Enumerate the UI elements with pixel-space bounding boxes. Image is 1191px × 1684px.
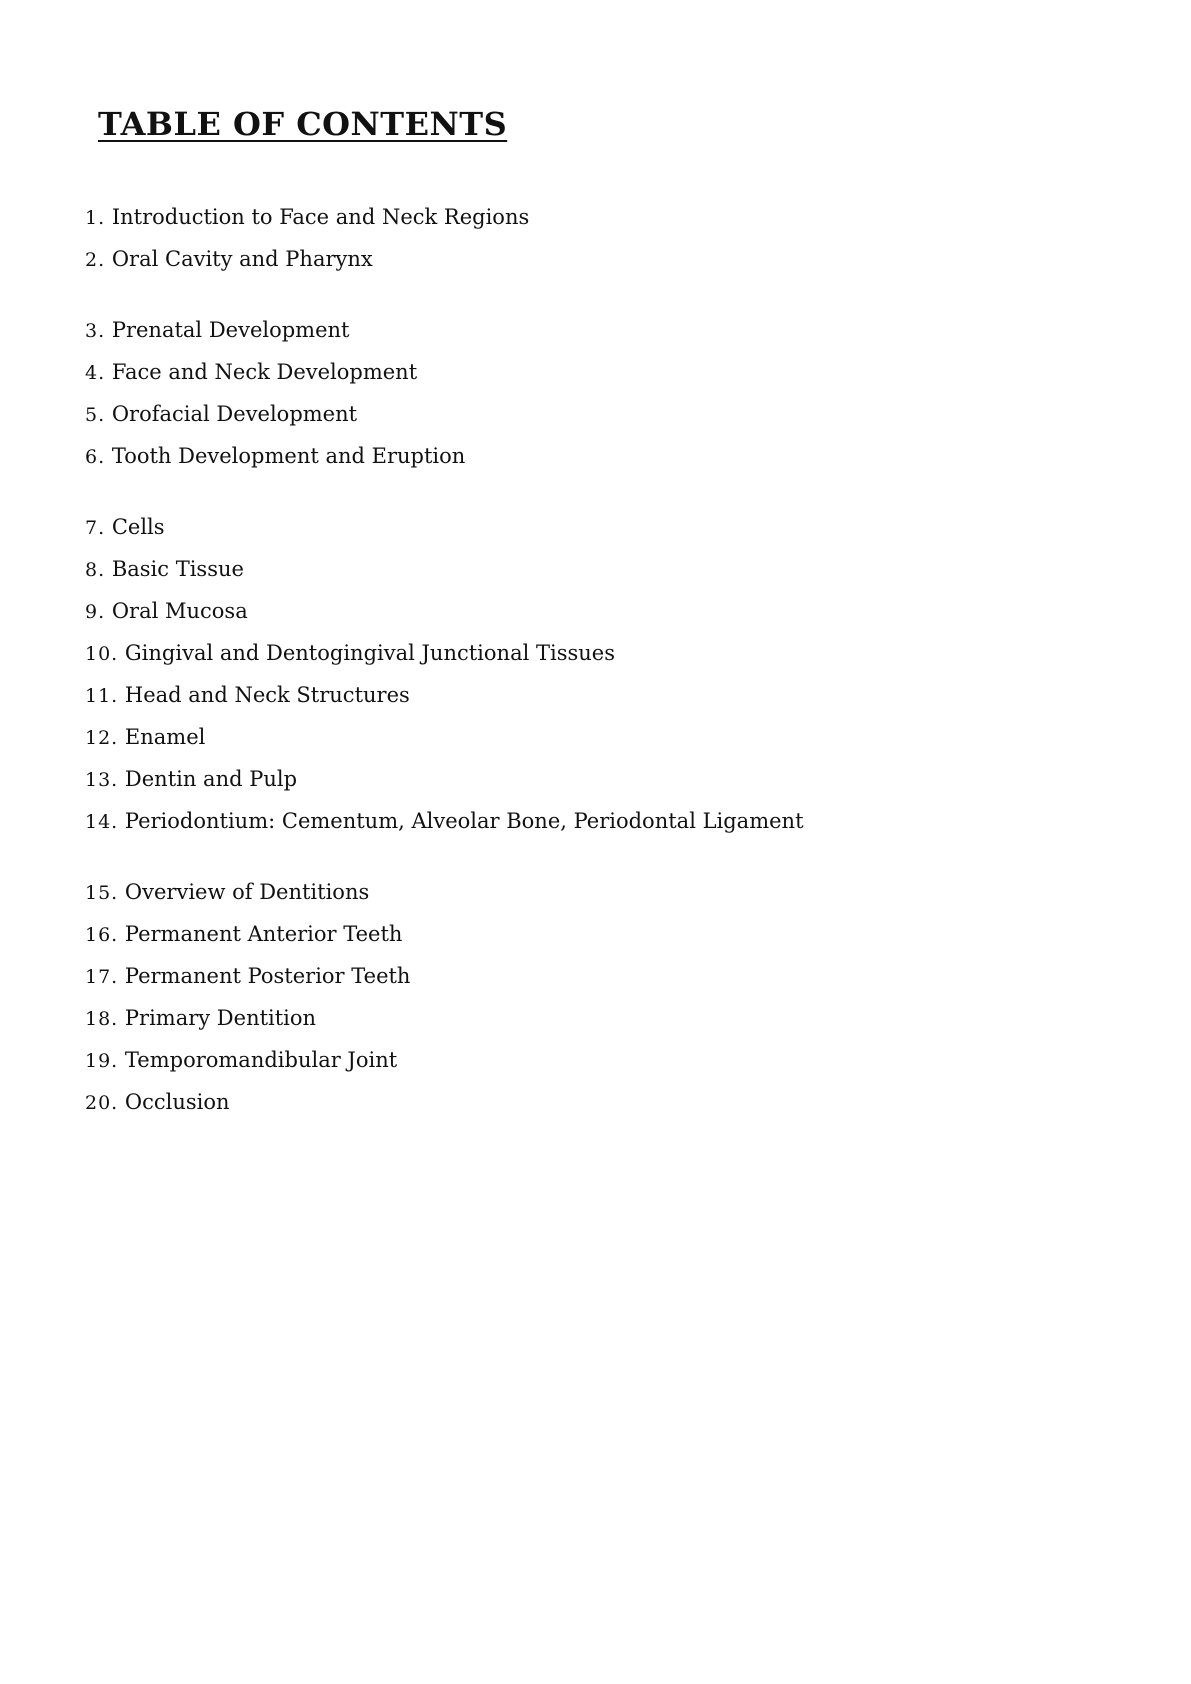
toc-entry-text: Enamel bbox=[124, 725, 206, 749]
toc-entry-number: 19. bbox=[85, 1050, 119, 1072]
toc-entry bbox=[85, 955, 804, 997]
toc-entry-text: Head and Neck Structures bbox=[124, 683, 410, 707]
page-title: TABLE OF CONTENTS bbox=[98, 105, 508, 143]
toc-entry-text: Dentin and Pulp bbox=[124, 767, 298, 791]
toc-entry bbox=[85, 309, 804, 351]
toc-entry-text: Temporomandibular Joint bbox=[124, 1048, 398, 1072]
toc-entry bbox=[85, 871, 804, 913]
toc-entry bbox=[85, 393, 804, 435]
toc-entry-number: 7. bbox=[85, 517, 106, 539]
toc-entry bbox=[85, 506, 804, 548]
toc-entry-text: Oral Mucosa bbox=[111, 599, 248, 623]
toc-entry bbox=[85, 590, 804, 632]
toc-entry-text: Periodontium: Cementum, Alveolar Bone, Periodontal Ligament bbox=[124, 809, 804, 833]
toc-entry bbox=[85, 238, 804, 280]
toc-entry-number: 17. bbox=[85, 966, 119, 988]
toc-entry-number: 8. bbox=[85, 559, 106, 581]
toc-entry bbox=[85, 800, 804, 842]
toc-entry-number: 12. bbox=[85, 727, 119, 749]
toc-entry-number: 14. bbox=[85, 811, 119, 833]
toc-entry-text: Permanent Posterior Teeth bbox=[124, 964, 411, 988]
toc-entry-number: 4. bbox=[85, 362, 106, 384]
toc-entry-text: Permanent Anterior Teeth bbox=[124, 922, 403, 946]
toc-entry bbox=[85, 548, 804, 590]
toc-entry-number: 10. bbox=[85, 643, 119, 665]
toc-entry bbox=[85, 997, 804, 1039]
toc-entry-number: 1. bbox=[85, 207, 106, 229]
toc-entry-number: 9. bbox=[85, 601, 106, 623]
toc-entry bbox=[85, 435, 804, 477]
toc-entry-text: Orofacial Development bbox=[111, 402, 358, 426]
toc-entry-number: 16. bbox=[85, 924, 119, 946]
toc-list bbox=[85, 196, 804, 1123]
toc-entry bbox=[85, 716, 804, 758]
toc-entry-number: 5. bbox=[85, 404, 106, 426]
toc-entry bbox=[85, 1081, 804, 1123]
toc-entry-text: Prenatal Development bbox=[111, 318, 350, 342]
toc-entry bbox=[85, 674, 804, 716]
toc-entry bbox=[85, 196, 804, 238]
toc-entry bbox=[85, 1039, 804, 1081]
toc-entry-text: Overview of Dentitions bbox=[124, 880, 370, 904]
toc-entry-text: Primary Dentition bbox=[124, 1006, 317, 1030]
toc-entry-number: 3. bbox=[85, 320, 106, 342]
toc-entry-number: 6. bbox=[85, 446, 106, 468]
toc-entry-number: 20. bbox=[85, 1092, 119, 1114]
toc-entry-text: Cells bbox=[111, 515, 165, 539]
toc-entry-number: 18. bbox=[85, 1008, 119, 1030]
toc-entry-text: Tooth Development and Eruption bbox=[111, 444, 466, 468]
toc-entry bbox=[85, 351, 804, 393]
toc-entry bbox=[85, 913, 804, 955]
toc-entry-text: Basic Tissue bbox=[111, 557, 244, 581]
toc-entry-text: Occlusion bbox=[124, 1090, 230, 1114]
toc-entry-text: Face and Neck Development bbox=[111, 360, 418, 384]
toc-entry-number: 15. bbox=[85, 882, 119, 904]
toc-entry-number: 13. bbox=[85, 769, 119, 791]
toc-entry-text: Gingival and Dentogingival Junctional Tissues bbox=[124, 641, 615, 665]
toc-entry-number: 11. bbox=[85, 685, 119, 707]
toc-entry bbox=[85, 758, 804, 800]
toc-entry-number: 2. bbox=[85, 249, 106, 271]
toc-entry-text: Introduction to Face and Neck Regions bbox=[111, 205, 530, 229]
toc-entry bbox=[85, 632, 804, 674]
toc-entry-text: Oral Cavity and Pharynx bbox=[111, 247, 373, 271]
